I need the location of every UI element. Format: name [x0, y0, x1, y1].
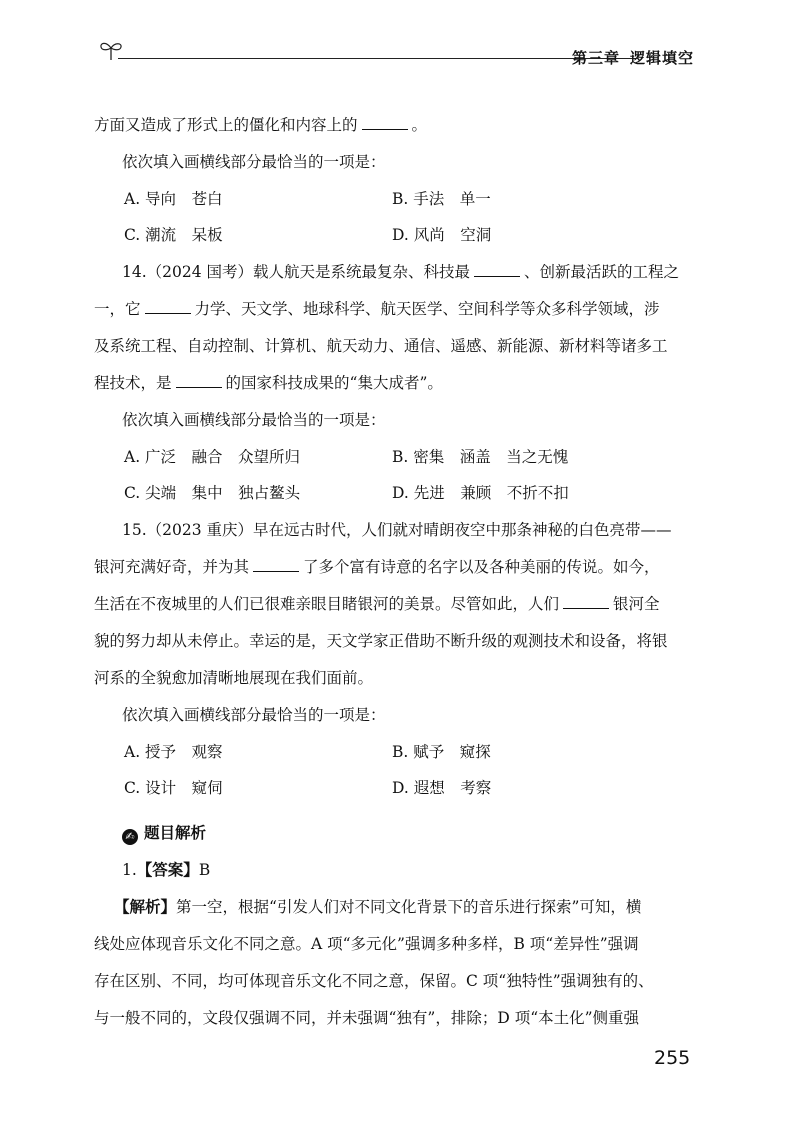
q15-line-3: 生活在不夜城里的人们已很难亲眼目睹银河的美景。尽管如此，人们 银河全 — [94, 595, 660, 613]
q15-line-5: 河系的全貌愈加清晰地展现在我们面前。 — [94, 669, 374, 687]
q14-line-4: 程技术，是 的国家科技成果的“集大成者”。 — [94, 374, 443, 392]
answer-blank — [474, 262, 520, 277]
chapter-number: 第三章 — [571, 49, 620, 67]
q14-prompt: 依次填入画横线部分最恰当的一项是： — [122, 411, 386, 429]
q15-option-a: A. 授予 观察 — [124, 743, 223, 761]
q15-option-c: C. 设计 窥伺 — [124, 779, 223, 797]
analysis-section-icon: ✍ — [122, 829, 138, 845]
q14-option-b: B. 密集 涵盖 当之无愧 — [392, 448, 569, 466]
prev-prompt: 依次填入画横线部分最恰当的一项是： — [122, 153, 386, 171]
running-header — [98, 38, 698, 68]
prev-option-c: C. 潮流 呆板 — [124, 226, 223, 244]
q14-line-2: 一，它 力学、天文学、地球科学、航天医学、空间科学等众多科学领域，涉 — [94, 300, 660, 318]
analysis-heading: ✍ 题目解析 — [122, 821, 206, 845]
analysis-line-1: 【解析】第一空，根据“引发人们对不同文化背景下的音乐进行探索”可知，横 — [114, 898, 642, 916]
q15-line-4: 貌的努力却从未停止。幸运的是，天文学家正借助不断升级的观测技术和设备，将银 — [94, 632, 668, 650]
answer-blank — [253, 557, 299, 572]
q15-prompt: 依次填入画横线部分最恰当的一项是： — [122, 706, 386, 724]
q15-line-2: 银河充满好奇，并为其 了多个富有诗意的名字以及各种美丽的传说。如今， — [94, 558, 660, 576]
q14-option-c: C. 尖端 集中 独占鳌头 — [124, 484, 301, 502]
prev-question-tail: 方面又造成了形式上的僵化和内容上的 。 — [94, 116, 428, 134]
q15-option-d: D. 遐想 考察 — [392, 779, 492, 797]
q14-line-1: 14.（2024 国考）载人航天是系统最复杂、科技最 、创新最活跃的工程之 — [122, 263, 680, 281]
prev-option-b: B. 手法 单一 — [392, 190, 491, 208]
answer-line: 1.【答案】B — [122, 861, 211, 879]
answer-blank — [145, 299, 191, 314]
q14-line-3: 及系统工程、自动控制、计算机、航天动力、通信、遥感、新能源、新材料等诸多工 — [94, 337, 668, 355]
chapter-title — [572, 47, 694, 68]
prev-option-a: A. 导向 苍白 — [124, 190, 223, 208]
prev-option-d: D. 风尚 空洞 — [392, 226, 492, 244]
analysis-line-4: 与一般不同的，文段仅强调不同，并未强调“独有”，排除；D 项“本土化”侧重强 — [94, 1009, 640, 1027]
chapter-name: 逻辑填空 — [629, 49, 694, 67]
answer-blank — [176, 373, 222, 388]
answer-blank — [362, 115, 408, 130]
q15-option-b: B. 赋予 窥探 — [392, 743, 491, 761]
answer-blank — [563, 594, 609, 609]
analysis-line-3: 存在区别、不同，均可体现音乐文化不同之意，保留。C 项“独特性”强调独有的、 — [94, 972, 654, 990]
q15-line-1: 15.（2023 重庆）早在远古时代，人们就对晴朗夜空中那条神秘的白色亮带—— — [122, 521, 672, 539]
header-rule — [118, 58, 636, 59]
analysis-line-2: 线处应体现音乐文化不同之意。A 项“多元化”强调多种多样，B 项“差异性”强调 — [94, 935, 639, 953]
q14-option-a: A. 广泛 融合 众望所归 — [124, 448, 301, 466]
page-number: 255 — [654, 1047, 691, 1069]
q14-option-d: D. 先进 兼顾 不折不扣 — [392, 484, 569, 502]
